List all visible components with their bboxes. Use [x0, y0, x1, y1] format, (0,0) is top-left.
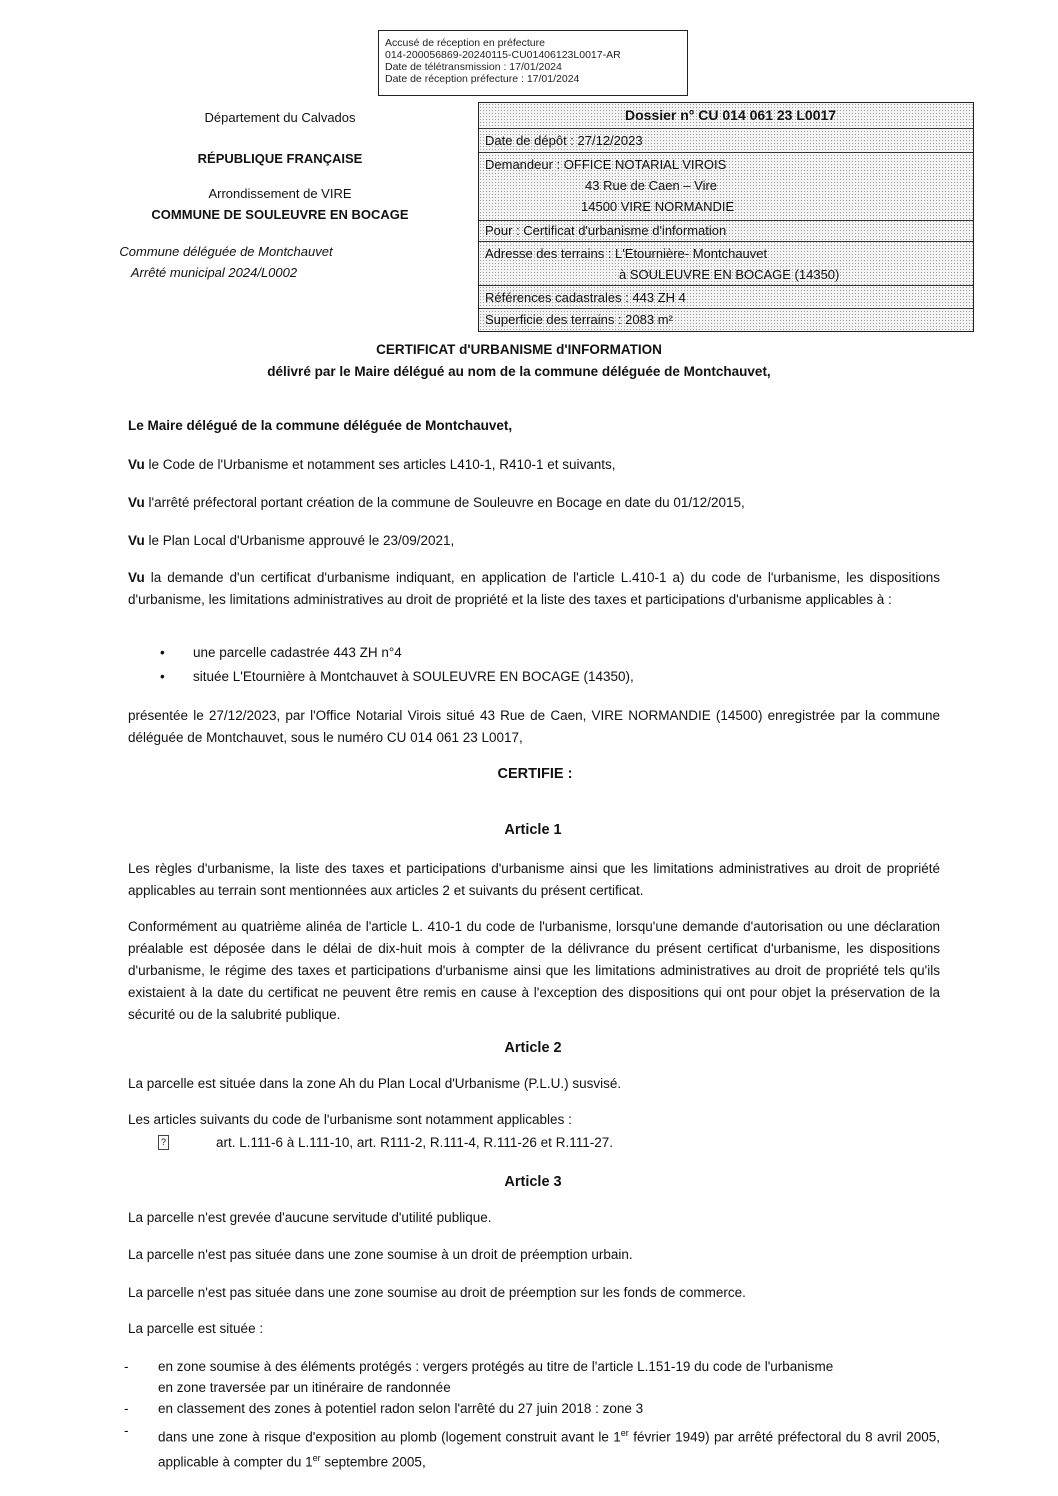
article-1-paragraph-1: Les règles d'urbanisme, la liste des taxes et participations d'urbanisme ainsi que les limitations administratives au droit de propriété applicables au terrain sont mentionnées aux articles 2 et suivants du présent certificat.: [128, 861, 940, 898]
vu-arrete-prefectoral: [128, 495, 745, 510]
stamp-line: Accusé de réception en préfecture: [385, 37, 545, 49]
vu-keyword: Vu: [128, 533, 145, 548]
article-3-preemption-urbain: La parcelle n'est pas située dans une zone soumise à un droit de préemption urbain.: [128, 1247, 633, 1262]
republic: RÉPUBLIQUE FRANÇAISE: [197, 151, 363, 166]
zone-elements-proteges: en zone soumise à des éléments protégés : vergers protégés au titre de l'article L.151-19 du code de l'urbanisme: [158, 1359, 834, 1374]
article-2-applicable: Les articles suivants du code de l'urbanisme sont notamment applicables :: [128, 1112, 572, 1127]
vu-keyword: Vu: [128, 570, 145, 585]
maire-delegue: Le Maire délégué de la commune déléguée de Montchauvet,: [128, 418, 513, 433]
presentee-paragraph: présentée le 27/12/2023, par l'Office Notarial Virois situé 43 Rue de Caen, VIRE NORMANDIE (14500) enregistrée par la commune déléguée de Montchauvet, sous le numéro CU 014 061 23 L0017,: [128, 708, 940, 745]
references-cadastrales: Références cadastrales : 443 ZH 4: [485, 290, 686, 305]
article-1-title: Article 1: [504, 822, 562, 838]
adresse-commune: à SOULEUVRE EN BOCAGE (14350): [619, 267, 840, 282]
superscript: er: [620, 1428, 629, 1438]
article-3-servitude: La parcelle n'est grevée d'aucune servitude d'utilité publique.: [128, 1210, 492, 1225]
date-depot: Date de dépôt : 27/12/2023: [485, 133, 643, 148]
article-3-situee: La parcelle est située :: [128, 1321, 264, 1336]
commune-deleguee: Commune déléguée de Montchauvet: [119, 244, 333, 259]
article-3-preemption-commerce: La parcelle n'est pas située dans une zone soumise au droit de préemption sur les fonds de commerce.: [128, 1285, 746, 1300]
vu-text: l'arrêté préfectoral portant création de la commune de Souleuvre en Bocage en date du 01/12/2015,: [144, 495, 745, 510]
references-row: [479, 286, 973, 309]
dossier-number: Dossier n° CU 014 061 23 L0017: [625, 107, 837, 123]
certificate-title: CERTIFICAT d'URBANISME d'INFORMATION: [376, 342, 662, 357]
superficie-row: [479, 309, 973, 331]
pour: Pour : Certificat d'urbanisme d'information: [485, 223, 727, 238]
department: Département du Calvados: [204, 110, 356, 125]
dash-bullet: -: [124, 1423, 129, 1438]
vu-plu: [128, 533, 454, 548]
reception-stamp: [378, 30, 688, 96]
article-2-articles-list: art. L.111-6 à L.111-10, art. R111-2, R.111-4, R.111-26 et R.111-27.: [216, 1135, 613, 1150]
zone-radon: en classement des zones à potentiel radon selon l'arrêté du 27 juin 2018 : zone 3: [158, 1401, 644, 1416]
parcelle-item: une parcelle cadastrée 443 ZH n°4: [193, 645, 402, 660]
stamp-line: Date de télétransmission : 17/01/2024: [385, 61, 562, 73]
article-2-zone: La parcelle est située dans la zone Ah du Plan Local d'Urbanisme (P.L.U.) susvisé.: [128, 1076, 622, 1091]
situation-item: située L'Etournière à Montchauvet à SOULEUVRE EN BOCAGE (14350),: [193, 669, 634, 684]
vu-keyword: Vu: [128, 495, 145, 510]
vu-text: le Plan Local d'Urbanisme approuvé le 23/09/2021,: [144, 533, 455, 548]
certificate-subtitle: délivré par le Maire délégué au nom de la commune déléguée de Montchauvet,: [267, 364, 771, 379]
vu-demande: [128, 567, 940, 611]
vu-keyword: Vu: [128, 457, 145, 472]
bullet-dot: •: [160, 645, 165, 660]
zone-plomb-text: septembre 2005,: [320, 1454, 426, 1469]
dash-bullet: -: [124, 1401, 129, 1416]
demandeur-row: [479, 153, 973, 221]
demandeur-street: 43 Rue de Caen – Vire: [585, 178, 718, 193]
dossier-number-row: [479, 103, 973, 129]
arrete-municipal: Arrêté municipal 2024/L0002: [130, 265, 298, 280]
superficie: Superficie des terrains : 2083 m²: [485, 312, 673, 327]
date-depot-row: [479, 129, 973, 153]
pour-row: [479, 221, 973, 242]
zone-plomb: [158, 1423, 940, 1472]
demandeur-city: 14500 VIRE NORMANDIE: [581, 199, 735, 214]
adresse-terrains: Adresse des terrains : L'Etournière- Montchauvet: [485, 246, 768, 261]
article-1-paragraph-2: Conformément au quatrième alinéa de l'article L. 410-1 du code de l'urbanisme, lorsqu'une demande d'autorisation ou une déclaration préalable est déposée dans le délai de dix-huit mois à compter de la délivrance du présent certificat d'urbanisme, les dispositions d'urbanisme, le régime des taxes et participations d'urbanisme ainsi que les limitations administratives au droit de propriété tels qu'ils existaient à la date du certificat ne peuvent être remis en cause à l'exception des dispositions qui ont pour objet la préservation de la sécurité ou de la salubrité publique.: [128, 919, 940, 1022]
vu-text: la demande d'un certificat d'urbanisme indiquant, en application de l'article L.410-1 a) du code de l'urbanisme, les dispositions d'urbanisme, les limitations administratives au droit de propriété et la liste des taxes et participations d'urbanisme applicables à :: [128, 570, 940, 607]
missing-glyph-icon: ?: [158, 1135, 169, 1150]
adresse-row: [479, 242, 973, 286]
stamp-line: Date de réception préfecture : 17/01/2024: [385, 73, 580, 85]
zone-plomb-text: février 1949) par arrêté préfectoral du 8 avril 2005, applicable à compter du 1: [158, 1429, 940, 1469]
zone-plomb-text: dans une zone à risque d'exposition au plomb (logement construit avant le 1: [158, 1429, 621, 1445]
certifie-heading: CERTIFIE :: [497, 766, 573, 782]
vu-text: le Code de l'Urbanisme et notamment ses articles L410-1, R410-1 et suivants,: [144, 457, 616, 472]
article-2-title: Article 2: [504, 1040, 562, 1056]
dossier-box: [478, 102, 974, 332]
commune: COMMUNE DE SOULEUVRE EN BOCAGE: [151, 207, 409, 222]
zone-randonnee: en zone traversée par un itinéraire de randonnée: [158, 1380, 451, 1395]
stamp-line: 014-200056869-20240115-CU01406123L0017-AR: [385, 49, 621, 61]
vu-code-urbanisme: [128, 457, 616, 472]
bullet-dot: •: [160, 669, 165, 684]
arrondissement: Arrondissement de VIRE: [208, 186, 352, 201]
superscript: er: [312, 1452, 321, 1463]
article-3-title: Article 3: [504, 1174, 562, 1190]
dash-bullet: -: [124, 1359, 129, 1374]
demandeur-name: Demandeur : OFFICE NOTARIAL VIROIS: [485, 157, 727, 172]
